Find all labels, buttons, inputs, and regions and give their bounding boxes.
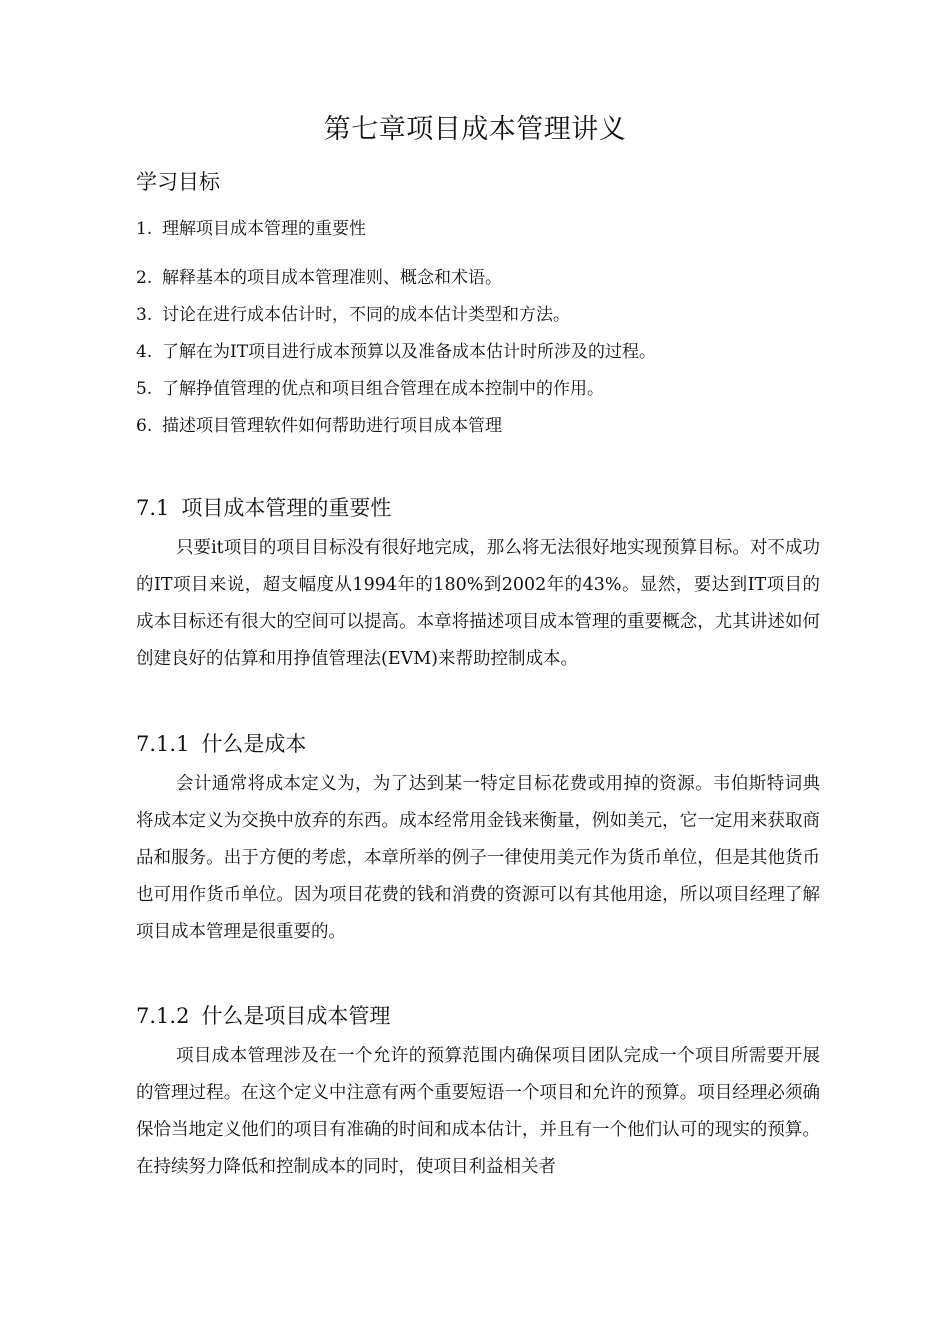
section-title: 什么是成本 <box>201 732 307 756</box>
goal-item <box>136 216 366 242</box>
goal-text: 理解项目成本管理的重要性 <box>162 219 366 239</box>
section-heading <box>136 728 306 760</box>
learning-goals-heading: 学习目标 <box>136 170 220 194</box>
goal-number: 1. <box>136 219 153 239</box>
goal-text: 描述项目管理软件如何帮助进行项目成本管理 <box>162 416 502 436</box>
goal-number: 4. <box>136 342 153 362</box>
goal-number: 2. <box>136 268 153 288</box>
section-title: 什么是项目成本管理 <box>201 1004 391 1028</box>
section-body: 只要it项目的项目目标没有很好地完成，那么将无法很好地实现预算目标。对不成功的IT项目来说，超支幅度从1994年的180%到2002年的43%。显然，要达到IT项目的成本目标还有很大的空间可以提高。本章将描述项目成本管理的重要概念，尤其讲述如何创建良好的估算和用挣值管理法(EVM)来帮助控制成本。 <box>136 538 820 669</box>
section-heading <box>136 492 391 524</box>
section-number: 7.1.1 <box>136 732 190 756</box>
goal-item <box>136 265 502 291</box>
goal-number: 6. <box>136 416 153 436</box>
goal-number: 5. <box>136 379 153 399</box>
goal-item <box>136 376 604 402</box>
section-title: 项目成本管理的重要性 <box>181 496 392 520</box>
goal-item <box>136 339 656 365</box>
section-body: 项目成本管理涉及在一个允许的预算范围内确保项目团队完成一个项目所需要开展的管理过程。在这个定义中注意有两个重要短语一个项目和允许的预算。项目经理必须确保恰当地定义他们的项目有准确的时间和成本估计，并且有一个他们认可的现实的预算。在持续努力降低和控制成本的同时，使项目利益相关者 <box>136 1046 820 1177</box>
section-heading <box>136 1000 390 1032</box>
section-body: 会计通常将成本定义为，为了达到某一特定目标花费或用掉的资源。韦伯斯特词典将成本定义为交换中放弃的东西。成本经常用金钱来衡量，例如美元，它一定用来获取商品和服务。出于方便的考虑，本章所举的例子一律使用美元作为货币单位，但是其他货币也可用作货币单位。因为项目花费的钱和消费的资源可以有其他用途，所以项目经理了解项目成本管理是很重要的。 <box>136 774 820 942</box>
goal-text: 讨论在进行成本估计时，不同的成本估计类型和方法。 <box>162 305 570 325</box>
goal-item <box>136 413 502 439</box>
document-title: 第七章项目成本管理讲义 <box>323 114 627 145</box>
goal-number: 3. <box>136 305 153 325</box>
section-number: 7.1.2 <box>136 1004 190 1028</box>
goal-text: 了解在为IT项目进行成本预算以及准备成本估计时所涉及的过程。 <box>162 342 657 362</box>
goal-text: 解释基本的项目成本管理准则、概念和术语。 <box>162 268 502 288</box>
goal-text: 了解挣值管理的优点和项目组合管理在成本控制中的作用。 <box>162 379 604 399</box>
section-number: 7.1 <box>136 496 170 520</box>
goal-item <box>136 302 570 328</box>
